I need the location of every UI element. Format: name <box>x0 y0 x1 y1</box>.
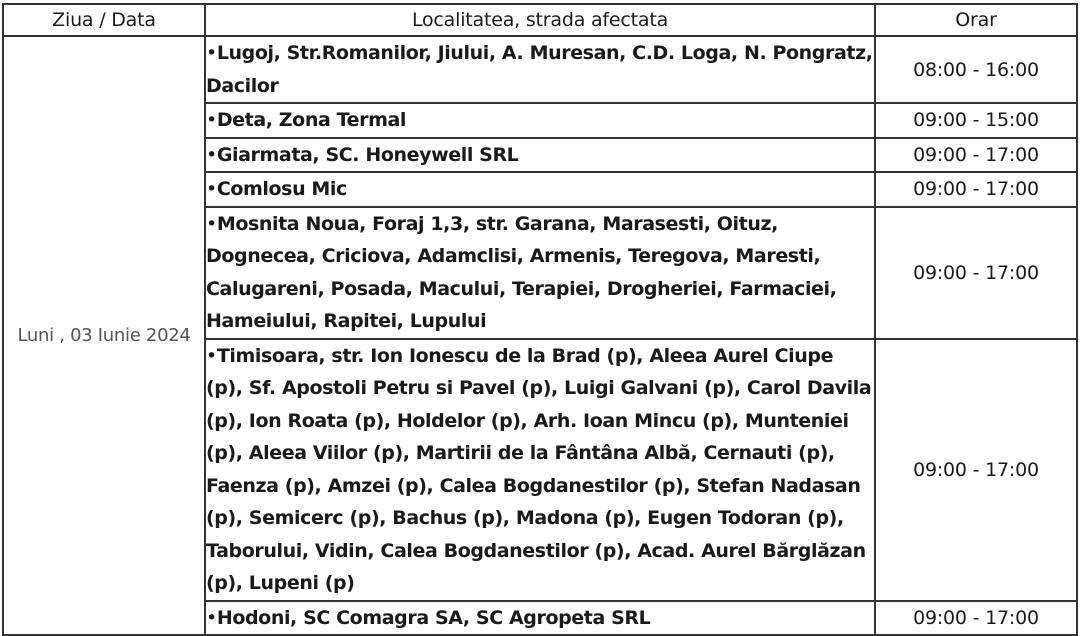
table-row <box>3 36 1077 103</box>
date-cell: Luni , 03 Iunie 2024 <box>3 36 205 635</box>
time-cell: 08:00 - 16:00 <box>875 36 1077 103</box>
bullet-icon: • <box>206 42 217 64</box>
time-cell: 09:00 - 17:00 <box>875 601 1077 636</box>
time-cell: 09:00 - 17:00 <box>875 172 1077 207</box>
bullet-icon: • <box>206 344 217 367</box>
location-text: Giarmata, SC. Honeywell SRL <box>216 143 519 166</box>
time-cell: 09:00 - 15:00 <box>875 103 1077 138</box>
location-cell <box>205 207 875 339</box>
location-text: Hodoni, SC Comagra SA, SC Agropeta SRL <box>216 606 651 629</box>
location-text: Lugoj, Str.Romanilor, Jiului, A. Muresan, C.D. Loga, N. Pongratz, Dacilor <box>206 42 873 97</box>
header-date: Ziua / Data <box>3 4 205 36</box>
bullet-icon: • <box>206 178 217 200</box>
location-cell <box>205 103 875 138</box>
location-cell <box>205 172 875 207</box>
location-cell <box>205 36 875 103</box>
outage-schedule-table <box>2 3 1078 636</box>
location-text: Deta, Zona Termal <box>216 109 407 131</box>
bullet-icon: • <box>206 606 217 629</box>
header-row <box>3 4 1077 36</box>
location-text: Mosnita Noua, Foraj 1,3, str. Garana, Marasesti, Oituz, Dognecea, Criciova, Adamclisi, Armenis, Teregova, Maresti, Calugareni, Posada, Macului, Terapiei, Drogheriei, Farmaciei, Hameiului, Rapitei, Lupului <box>206 212 837 332</box>
location-cell <box>205 138 875 173</box>
time-cell: 09:00 - 17:00 <box>875 138 1077 173</box>
location-cell <box>205 339 875 601</box>
location-text: Comlosu Mic <box>216 178 347 200</box>
location-text: Timisoara, str. Ion Ionescu de la Brad (p), Aleea Aurel Ciupe (p), Sf. Apostoli Petru si Pavel (p), Luigi Galvani (p), Carol Davila (p), Ion Roata (p), Holdelor (p), Arh. Ioan Mincu (p), Munteniei (p), Aleea Viilor (p), Martirii de la Fântâna Albă, Cernauti (p), Faenza (p), Amzei (p), Calea Bogdanestilor (p), Stefan Nadasan (p), Semicerc (p), Bachus (p), Madona (p), Eugen Todoran (p), Taborului, Vidin, Calea Bogdanestilor (p), Acad. Aurel Bărglăzan (p), Lupeni (p) <box>206 344 872 594</box>
header-schedule: Orar <box>875 4 1077 36</box>
header-location: Localitatea, strada afectata <box>205 4 875 36</box>
bullet-icon: • <box>206 143 217 166</box>
bullet-icon: • <box>206 212 217 235</box>
time-cell: 09:00 - 17:00 <box>875 207 1077 339</box>
location-cell <box>205 601 875 636</box>
time-cell: 09:00 - 17:00 <box>875 339 1077 601</box>
bullet-icon: • <box>206 109 217 131</box>
